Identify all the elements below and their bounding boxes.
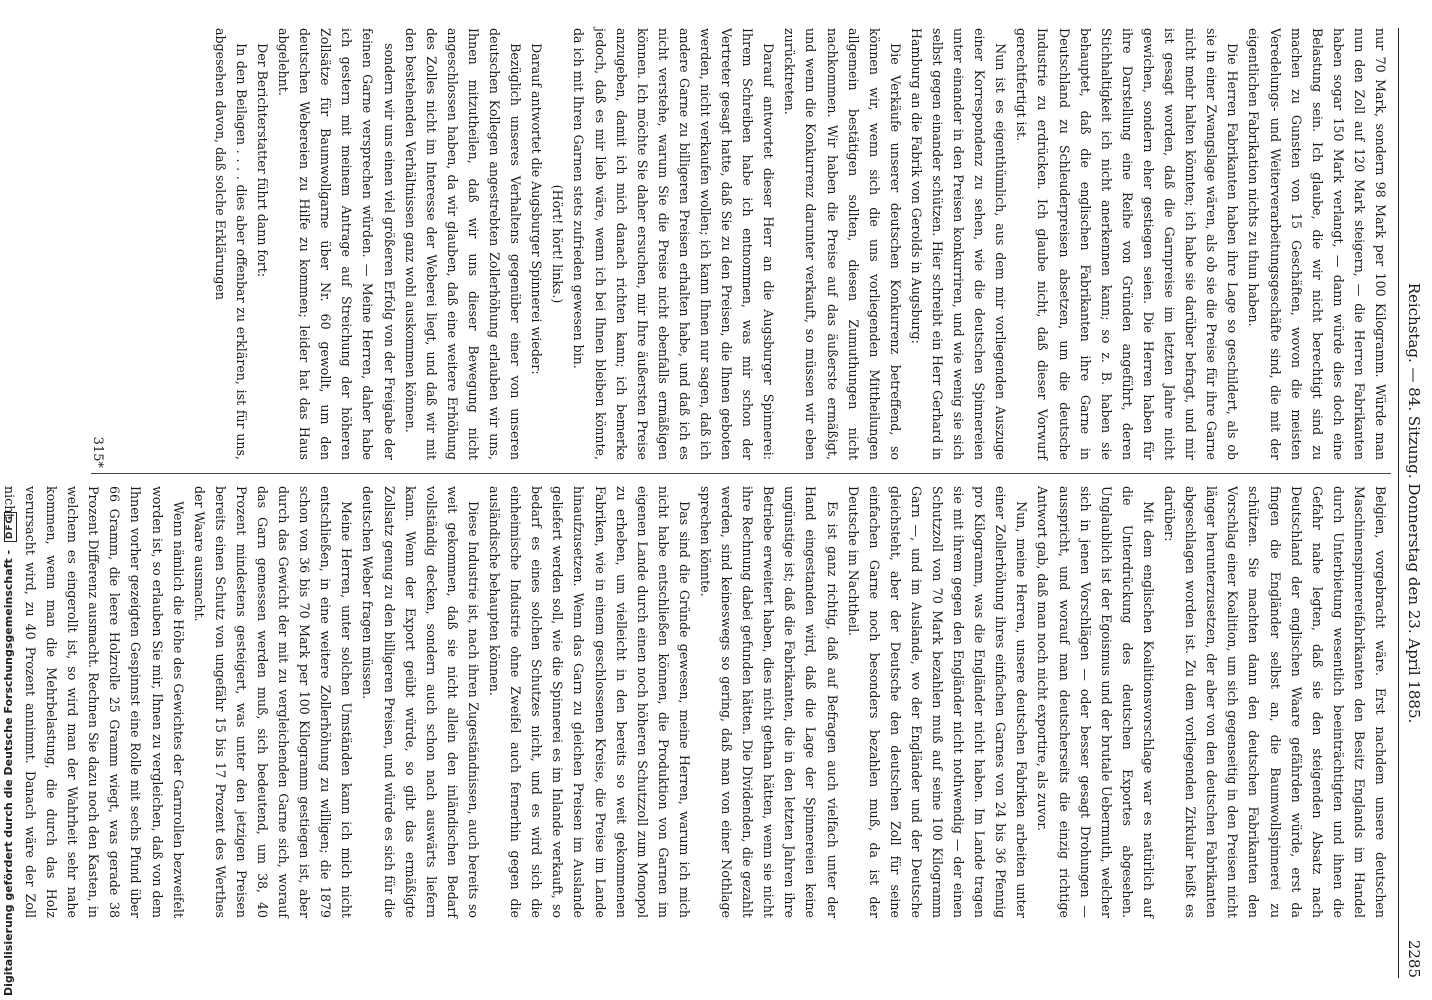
paragraph: (Hört! hört! links.)	[550, 184, 566, 304]
digitization-credit	[2, 512, 17, 996]
paragraph: Nun, meine Herren, unsere deutschen Fabriken arbeiten unter einer Zollerhöhung ihres einfachen Garnes von 24 bis 36 Pfennig pro Kilogramm, was die Engländer nicht haben. Im Lande tragen sie mit ihrem gegen den Engländer nicht nothwendig — der einen Schutzzoll von 70 Mark bezahlen muß auf seine 100 Kilogramm Garn —, und im Auslande, wo der Engländer und der Deutsche gleichsteht, aber der Deutsche den deutschen Zoll für seine einfachen Garne noch besonders bezahlen muß, da ist der Deutsche im Nachtheil.	[845, 486, 1030, 918]
paragraph: Mit dem englischen Koalitionsvorschlage war es natürlich auf die Unterdrückung des deutschen Exportes abgesehen. Unglaublich ist der Egoismus und der brutale Uebermuth, welcher sich in jenen Vorschlägen — oder besser gesagt Drohungen — ausspricht, und worauf man deutscherseits die einzig richtige Antwort gab, daß man noch nicht exportire, als zuvor.	[1035, 486, 1156, 918]
page-number: 2285	[1405, 939, 1423, 978]
paragraph: Diese Industrie ist, nach ihren Zugeständnissen, auch bereits so weit gekommen, daß sie nicht allein den inländischen Bedarf vollständig decken, sondern auch schon nach auswärts liefern kann. Wenn der Export geübt würde, so gibt das ermäßigte Zollsatz genug zu den billigeren Preisen, und würde es sich für die deutschen Weber fragen müssen.	[360, 486, 481, 918]
paragraph: Der Berichterstatter führt dann fort:	[255, 43, 271, 278]
column-divider	[91, 473, 1391, 474]
paragraph: In den Beilagen . . . . dies aber offenbar zu erklären, ist für uns, abgesehen davon, daß solche Erklärungen	[212, 28, 249, 460]
credit-text: Digitalisierung gefördert durch die Deutsche Forschungsgemeinschaft -	[2, 549, 15, 996]
paragraph: Bezüglich unseres Verhaltens gegenüber einer von unseren deutschen Kollegen angestrebten Zollerhöhung erlauben wir uns, Ihnen mitzutheilen, daß wir uns dieser Bewegung nicht angeschlossen haben, da wir glauben, daß eine weitere Erhöhung des Zolles nicht im Interesse der Weberei liegt, und daß wir mit den bestehenden Verhältnissen ganz wohl auskommen können.	[402, 28, 524, 460]
paragraph: Wenn nämlich die Höhe des Gewichtes der Garnrollen bezweifelt worden ist, so erlauben Sie mir, Ihnen zu vergleichen, daß von dem Ihnen vorher gezeigten Gespinnst eine Rolle mit sechs Pfund über 66 Gramm, die leere Holzrolle 25 Gramm wiegt, was gerade 38 Prozent Differenz ausmacht. Rechnen Sie dazu noch den Kasten, in welchem es eingerollt ist, so wird man der Wahrheit sehr nahe kommen, wenn man die Mehrbelastung, die durch das Holz verursacht wird, zu 40 Prozent annimmt. Danach wäre der Zoll nicht	[1, 486, 186, 918]
paragraph: Es ist ganz richtig, daß auf Befragen auch vielfach unter der Hand eingestanden wird, daß die Lage der Spinnereien keine ungünstige ist; daß die Fabrikanten, die in den letzten Jahren ihre Betriebe erweitert haben, dies nicht gethan hätten, wenn sie nicht ihre Rechnung dabei gefunden hätten. Die Dividenden, die gezahlt werden, sind keineswegs so gering, daß man von einer Nothlage sprechen könnte.	[698, 486, 840, 918]
paragraph: nur 70 Mark, sondern 98 Mark per 100 Kilogramm. Würde man nun den Zoll auf 120 Mark steigern, — die Herren Fabrikanten haben sogar 150 Mark verlangt, — dann würde dies doch eine Belastung sein. Ich glaube, die wir nicht berechtigt sind zu machen zu Gunsten von 15 Geschäften, wovon die meisten Veredelungs- und Weiterverarbeitungsgeschäfte sind, die mit der eigentlichen Fabrikation nichts zu thun haben.	[1246, 28, 1388, 460]
paragraph: Die Herren Fabrikanten haben ihre Lage so geschildert, als ob sie in einer Zwangslage wären, als ob sie die Preise für ihre Garne nicht mehr halten könnten; ich habe sie darüber befragt, und mir ist gesagt worden, daß die Garnpreise im letzten Jahre nicht gewichen, sondern eher gestiegen seien. Die Herren haben für ihre Darstellung eine Reihe von Gründen angeführt, deren Stichhaltigkeit ich nicht anerkennen kann; so z. B. haben sie behauptet, daß die englischen Fabrikanten ihre Garne in Deutschland zu Schleuderpreisen absetzen, um die deutsche Industrie zu erdrücken. Ich glaube nicht, daß dieser Vorwurf gerechtfertigt ist.	[1014, 28, 1241, 460]
page-header	[1398, 28, 1425, 978]
paragraph: Das sind die Gründe gewesen, meine Herren, warum ich mich nicht habe entschließen können, die Produktion von Garnen im eigenen Lande durch einen noch höheren Schutzzoll zum Monopol zu erheben, um vielleicht in den bereits so weit gekommenen Fabriken, wie in einem geschlossenen Kreise, die Preise im Lande hinaufzusetzen. Wenn das Garn zu gleichen Preisen im Auslande geliefert werden soll, wie die Spinnerei es im Inlande verkauft, so bedarf es eines solchen Schutzes nicht, und es wird sich die einheimische Industrie ohne Zweifel auch fernerhin gegen die ausländische behaupten können.	[487, 486, 692, 918]
paragraph: Darauf antwortet dieser Herr an die Augsburger Spinnerei: Ihrem Schreiben habe ich entnommen, was mir schon der Vertreter gesagt hatte, daß Sie zu den Preisen, die Ihnen geboten werden, nicht verkaufen wollen; ich kann Ihnen nur sagen, daß ich andere Garne zu billigeren Preisen erhalten habe, und daß ich es nicht verstehe, warum Sie die Preise nicht ebenfalls ermäßigen können. Ich möchte Sie daher ersuchen, mir Ihre äußersten Preise anzugeben, damit ich mich danach richten kann; ich bemerke jedoch, daß es mir lieb wäre, wenn ich bei Ihnen bleiben könnte, da ich mit Ihren Garnen stets zufrieden gewesen bin.	[571, 28, 777, 460]
paragraph: Belgien, vorgebracht wäre. Erst nachdem unsere deutschen Maschinenspinnereifabrikanten den Besitz Englands im Handel durch Unterbietung wesentlich beeinträchtigten und ihnen die Gefahr nahe legten, daß sie den steigenden Absatz nach Deutschland der englischen Waare gefährden würde, erst da fingen die Engländer selbst an, die Baumwollspinnerei zu schützen. Sie machten dann den deutschen Fabrikanten den Vorschlag einer Koalition, um sich gegenseitig in den Preisen nicht länger herunterzusetzen, der aber von den deutschen Fabrikanten abgeschlagen worden ist. Zu dem vorliegenden Zirkular heißt es darüber:	[1162, 486, 1388, 918]
dfg-logo: DFG	[4, 512, 17, 542]
left-text-column	[181, 28, 1391, 460]
header-title: Reichstag. — 84. Sitzung. Donnerstag den 23. April 1885.	[1405, 282, 1423, 724]
paragraph: Die Verkäufe unserer deutschen Konkurrenz betreffend, so können wir, wenn sich die uns vorliegenden Mittheilungen allgemein bestätigen sollten, diesen Zumuthungen nicht nachkommen. Wir haben die Preise auf das äußerste ermäßigt, und wenn die Konkurrenz darunter verkauft, so müssen wir eben zurücktreten.	[782, 28, 903, 460]
paragraph: Darauf antwortet die Augsburger Spinnerei wieder:	[529, 43, 545, 375]
paragraph: Nun ist es eigenthümlich, aus dem mir vorliegenden Auszuge einer Korrespondenz zu sehen, wie die deutschen Spinnereien unter einander in den Preisen konkurriren, und wie wenig sie sich selbst gegen einander schützen. Hier schreibt ein Herr Gerhard in Hamburg an die Fabrik von Gerolds in Augsburg:	[908, 28, 1009, 460]
paragraph: Meine Herren, unter solchen Umständen kann ich mich nicht entschließen, in eine weitere Zollerhöhung zu willigen; die 1879 schon von 36 bis 70 Mark per 100 Kilogramm gestiegen ist, aber durch das Gewicht der mit zu vergleichenden Garne sich, worauf das Garn gemessen werden muß, sich bedeutend, um 38, 40 Prozent mindestens gesteigert, was unter den jetzigen Preisen bereits einen Schutz von ungefähr 15 bis 17 Prozent des Werthes der Waare ausmacht.	[191, 486, 355, 918]
signature-mark: 315*	[90, 436, 105, 468]
paragraph: sondern wir uns einen viel größeren Erfolg von der Freigabe der feinen Garne versprechen würden. — Meine Herren, daher habe ich gestern mit meinem Antrage auf Streichung der höheren Zollsätze für Baumwollgarne über Nr. 60 gewollt, um den deutschen Webereien zu Hilfe zu kommen; leider hat das Haus abgelehnt.	[276, 28, 397, 460]
